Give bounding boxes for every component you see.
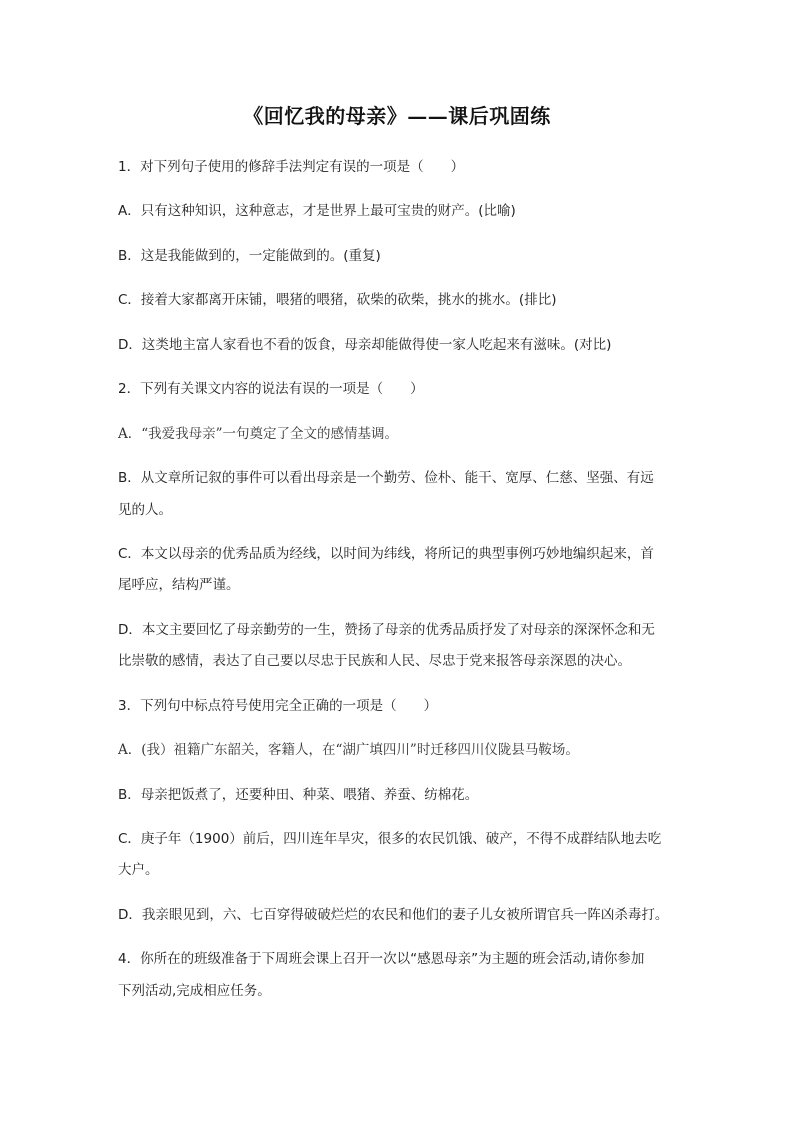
q2-option-c-line1: C．本文以母亲的优秀品质为经线，以时间为纬线，将所记的典型事例巧妙地编织起来，首 bbox=[118, 546, 654, 562]
q1-option-c: C．接着大家都离开床铺，喂猪的喂猪，砍柴的砍柴，挑水的挑水。(排比) bbox=[118, 292, 557, 308]
q2-option-d-line1: D．本文主要回忆了母亲勤劳的一生，赞扬了母亲的优秀品质抒发了对母亲的深深怀念和无 bbox=[118, 622, 655, 638]
document-title: 《回忆我的母亲》——课后巩固练 bbox=[243, 104, 551, 128]
q3-option-a: A．(我）祖籍广东韶关，客籍人，在“湖广填四川”时迁移四川仪陇县马鞍场。 bbox=[118, 742, 579, 758]
q3-option-c-line1: C．庚子年（1900）前后，四川连年旱灾，很多的农民饥饿、破产，不得不成群结队地去吃 bbox=[118, 831, 662, 847]
q3-stem: 3．下列句中标点符号使用完全正确的一项是（ ） bbox=[118, 698, 438, 714]
q4-stem-line2: 下列活动,完成相应任务。 bbox=[118, 983, 271, 999]
q2-option-a: A．“我爱我母亲”一句奠定了全文的感情基调。 bbox=[118, 426, 399, 442]
q3-option-c-line2: 大户。 bbox=[118, 862, 159, 878]
q1-option-d: D．这类地主富人家看也不看的饭食，母亲却能做得使一家人吃起来有滋味。(对比) bbox=[118, 337, 612, 353]
q2-option-d-line2: 比崇敬的感情，表达了自己要以尽忠于民族和人民、尽忠于党来报答母亲深恩的决心。 bbox=[118, 653, 631, 669]
q2-option-c-line2: 尾呼应，结构严谨。 bbox=[118, 577, 240, 593]
q1-option-a: A．只有这种知识，这种意志，才是世界上最可宝贵的财产。(比喻) bbox=[118, 203, 516, 219]
q1-stem: 1．对下列句子使用的修辞手法判定有误的一项是（ ） bbox=[118, 159, 465, 175]
q3-option-b: B．母亲把饭煮了，还要种田、种菜、喂猪、养蚕、纺棉花。 bbox=[118, 787, 479, 803]
q4-stem-line1: 4．你所在的班级准备于下周班会课上召开一次以“感恩母亲”为主题的班会活动,请你参加 bbox=[118, 951, 645, 967]
q3-option-d: D．我亲眼见到，六、七百穿得破破烂烂的农民和他们的妻子儿女被所谓官兵一阵凶杀毒打。 bbox=[118, 907, 669, 923]
q2-option-b-line2: 见的人。 bbox=[118, 502, 172, 518]
q1-option-b: B．这是我能做到的，一定能做到的。(重复) bbox=[118, 248, 381, 264]
q2-option-b-line1: B．从文章所记叙的事件可以看出母亲是一个勤劳、俭朴、能干、宽厚、仁慈、坚强、有远 bbox=[118, 470, 654, 486]
q2-stem: 2．下列有关课文内容的说法有误的一项是（ ） bbox=[118, 381, 424, 397]
